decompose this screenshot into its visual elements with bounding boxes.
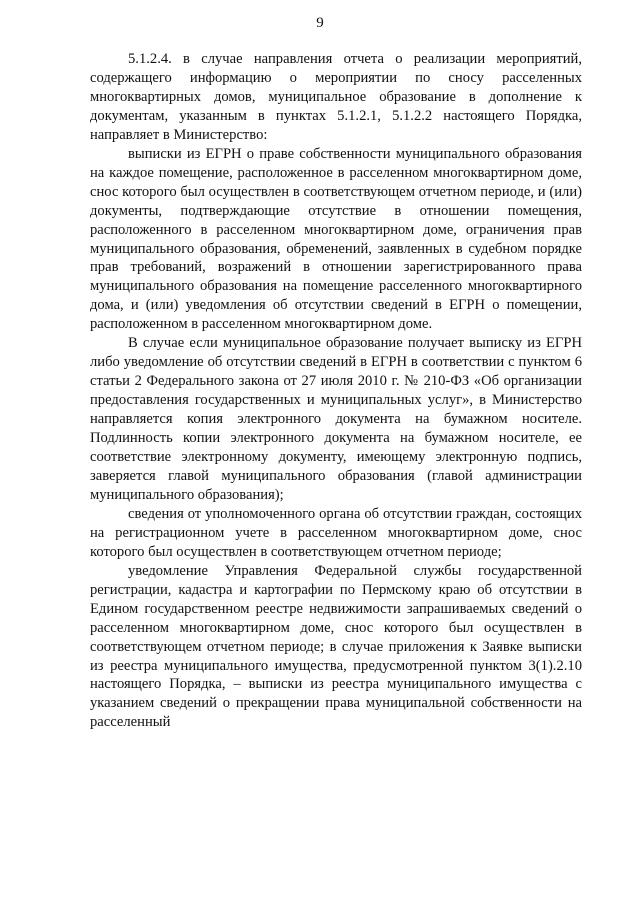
paragraph-rosreestr-notice: уведомление Управления Федеральной службы государственной регистрации, кадастра и картографии по Пермскому краю об отсутствии в Едином государственном реестре недвижимости запрашиваемых сведений о расселенном многоквартирном доме, снос которого был осуществлен в соответствующем отчетном периоде; в случае приложения к Заявке выписки из реестра муниципального имущества, предусмотренной пунктом 3(1).2.10 настоящего Порядка, – выписки из реестра муниципального имущества с указанием сведений о прекращении права муниципальной собственности на расселенный <box>90 562 582 731</box>
paragraph-electronic-copy: В случае если муниципальное образование получает выписку из ЕГРН либо уведомление об отсутствии сведений в ЕГРН в соответствии с пунктом 6 статьи 2 Федерального закона от 27 июля 2010 г. № 210-ФЗ «Об организации предоставления государственных и муниципальных услуг», в Министерство направляется копия электронного документа на бумажном носителе. Подлинность копии электронного документа на бумажном носителе, ее соответствие электронному документу, имеющему электронную подпись, заверяется главой муниципального образования (главой администрации муниципального образования); <box>90 335 582 503</box>
page-number: 9 <box>316 15 324 31</box>
paragraph-5-1-2-4: 5.1.2.4. в случае направления отчета о реализации мероприятий, содержащего информацию о мероприятии по сносу расселенных многоквартирных домов, муниципальное образование в дополнение к документам, указанным в пунктах 5.1.2.1, 5.1.2.2 настоящего Порядка, направляет в Министерство: <box>90 51 582 143</box>
paragraph-egrn-extracts: выписки из ЕГРН о праве собственности муниципального образования на каждое помещение, расположенное в расселенном многоквартирном доме, снос которого был осуществлен в соответствующем отчетном периоде, и (или) документы, подтверждающие отсутствие в отношении помещения, расположенного в расселенном многоквартирном доме, ограничения прав муниципального образования, обременений, заявленных в судебном порядке прав требований, возражений в отношении зарегистрированного права муниципального образования на помещение расселенного многоквартирного дома, и (или) уведомления об отсутствии сведений в ЕГРН о помещении, расположенном в расселенном многоквартирном доме. <box>90 145 582 333</box>
paragraph-registered-citizens: сведения от уполномоченного органа об отсутствии граждан, состоящих на регистрационном учете в расселенном многоквартирном доме, снос которого был осуществлен в соответствующем отчетном периоде; <box>90 505 582 560</box>
document-body <box>90 50 582 732</box>
